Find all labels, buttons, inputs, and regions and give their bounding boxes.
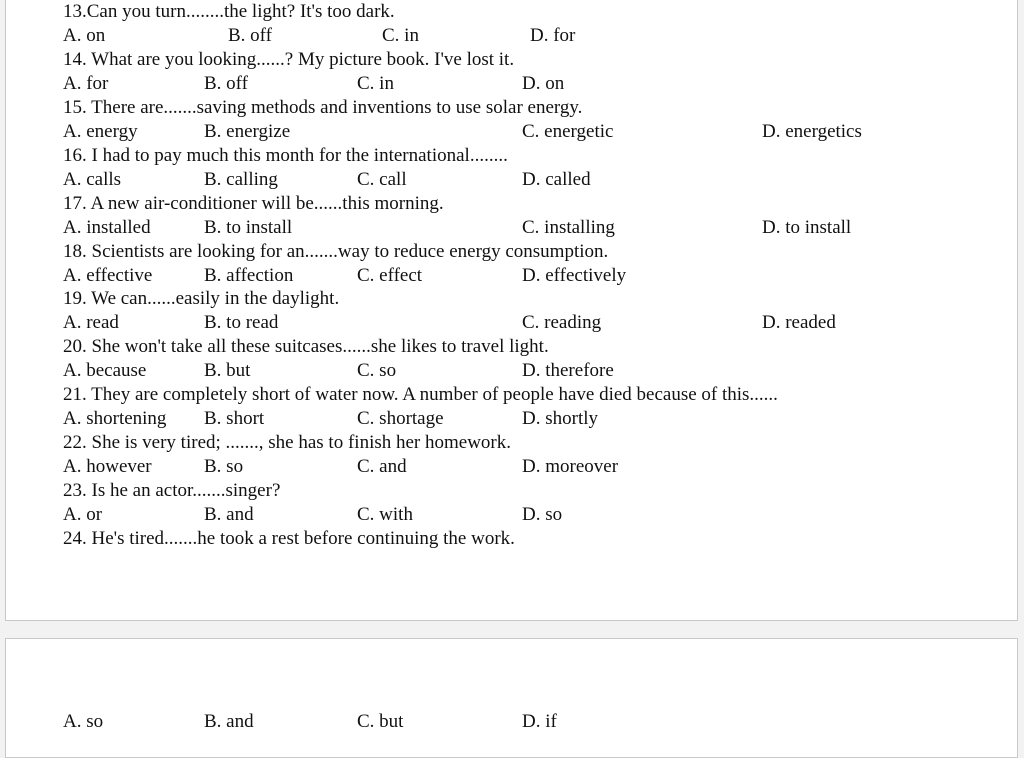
option-d: D. to install bbox=[762, 217, 852, 238]
option-d: D. on bbox=[522, 73, 565, 94]
option-c: C. so bbox=[357, 360, 397, 381]
question-text: 14. What are you looking......? My picture book. I've lost it. bbox=[63, 49, 515, 70]
option-b: B. but bbox=[204, 360, 251, 381]
option-a: A. so bbox=[63, 711, 104, 732]
option-d: D. shortly bbox=[522, 408, 598, 429]
option-b: B. short bbox=[204, 408, 265, 429]
option-a: A. installed bbox=[63, 217, 151, 238]
option-a: A. read bbox=[63, 312, 119, 333]
option-c: C. but bbox=[357, 711, 404, 732]
option-b: B. so bbox=[204, 456, 244, 477]
question-text: 16. I had to pay much this month for the international........ bbox=[63, 145, 508, 166]
option-a: A. for bbox=[63, 73, 109, 94]
option-c: C. and bbox=[357, 456, 407, 477]
option-c: C. shortage bbox=[357, 408, 444, 429]
option-d: D. readed bbox=[762, 312, 836, 333]
option-b: B. off bbox=[228, 25, 272, 46]
document-page-2 bbox=[5, 638, 1018, 758]
option-b: B. affection bbox=[204, 265, 294, 286]
option-d: D. energetics bbox=[762, 121, 862, 142]
option-d: D. moreover bbox=[522, 456, 619, 477]
question-text: 23. Is he an actor.......singer? bbox=[63, 480, 281, 501]
question-text: 17. A new air-conditioner will be......this morning. bbox=[63, 193, 444, 214]
question-text: 13.Can you turn........the light? It's too dark. bbox=[63, 1, 395, 22]
option-c: C. in bbox=[382, 25, 419, 46]
option-c: C. with bbox=[357, 504, 413, 525]
option-c: C. installing bbox=[522, 217, 615, 238]
question-text: 22. She is very tired; ......., she has to finish her homework. bbox=[63, 432, 512, 453]
document-page-1 bbox=[5, 0, 1018, 621]
option-a: A. or bbox=[63, 504, 103, 525]
question-text: 18. Scientists are looking for an.......way to reduce energy consumption. bbox=[63, 241, 609, 262]
option-c: C. call bbox=[357, 169, 407, 190]
option-d: D. if bbox=[522, 711, 557, 732]
option-a: A. on bbox=[63, 25, 106, 46]
option-b: B. and bbox=[204, 711, 254, 732]
option-b: B. off bbox=[204, 73, 248, 94]
option-d: D. for bbox=[530, 25, 576, 46]
option-d: D. effectively bbox=[522, 265, 627, 286]
option-b: B. and bbox=[204, 504, 254, 525]
option-a: A. however bbox=[63, 456, 152, 477]
question-text: 19. We can......easily in the daylight. bbox=[63, 288, 340, 309]
question-text: 24. He's tired.......he took a rest before continuing the work. bbox=[63, 528, 515, 549]
question-text: 15. There are.......saving methods and inventions to use solar energy. bbox=[63, 97, 583, 118]
option-b: B. to install bbox=[204, 217, 293, 238]
option-a: A. calls bbox=[63, 169, 122, 190]
question-text: 20. She won't take all these suitcases......she likes to travel light. bbox=[63, 336, 549, 357]
option-a: A. shortening bbox=[63, 408, 167, 429]
option-a: A. energy bbox=[63, 121, 138, 142]
option-b: B. energize bbox=[204, 121, 291, 142]
question-text: 21. They are completely short of water now. A number of people have died because of this...... bbox=[63, 384, 778, 405]
option-d: D. called bbox=[522, 169, 591, 190]
option-a: A. effective bbox=[63, 265, 153, 286]
option-d: D. therefore bbox=[522, 360, 614, 381]
option-c: C. in bbox=[357, 73, 394, 94]
option-c: C. energetic bbox=[522, 121, 614, 142]
option-c: C. effect bbox=[357, 265, 423, 286]
option-d: D. so bbox=[522, 504, 563, 525]
option-c: C. reading bbox=[522, 312, 602, 333]
option-b: B. to read bbox=[204, 312, 279, 333]
option-a: A. because bbox=[63, 360, 147, 381]
option-b: B. calling bbox=[204, 169, 278, 190]
